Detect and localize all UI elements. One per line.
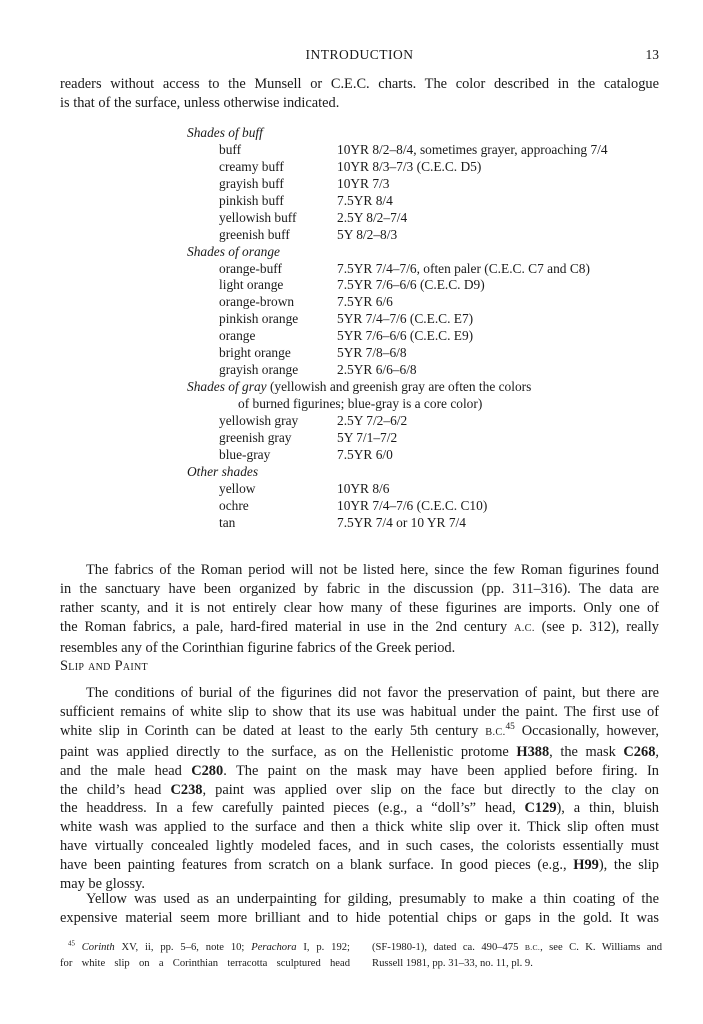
color-row (187, 210, 667, 227)
text-run: white slip in Corinth can be dated at least to the early 5th century (60, 722, 486, 739)
text-run: ), the slip (598, 857, 659, 874)
color-name: grayish buff (219, 175, 284, 191)
text-line: in the sanctuary have been organized by fabric in the discussion (pp. 311–316). The data are (60, 580, 659, 597)
catalogue-ref: H388 (516, 743, 550, 760)
footnote-ref: 45 (505, 722, 515, 733)
color-name: orange (219, 328, 256, 344)
text-run: , paint was applied over slip on the face but directly to the clay on (202, 781, 659, 798)
text-line (60, 722, 659, 743)
footnote-line: Russell 1981, pp. 31–33, no. 11, pl. 9. (372, 957, 533, 969)
page-number: 13 (645, 47, 659, 62)
color-name: orange-brown (219, 294, 295, 310)
text-run: ), a thin, bluish (556, 800, 659, 817)
text-line: rather scanty, and it is not entirely clear how many of these figurines are imports. Only one of (60, 599, 659, 616)
color-name: yellowish buff (219, 209, 297, 225)
text-line: have virtually concealed lightly modeled faces, and in such cases, the colorists essentially must (60, 838, 659, 855)
color-row (187, 277, 667, 294)
text-run: Occasionally, however, (514, 722, 660, 739)
color-code: 5YR 7/8–6/8 (337, 345, 407, 361)
text-line: resembles any of the Corinthian figurine fabrics of the Greek period. (60, 639, 456, 656)
color-code: 7.5YR 6/0 (337, 446, 393, 462)
footnote-right-column (372, 940, 662, 971)
catalogue-ref: C268 (623, 743, 656, 760)
color-code: 7.5YR 7/4–7/6, often paler (C.E.C. C7 and C8) (337, 260, 590, 276)
catalogue-ref: C238 (170, 781, 203, 798)
color-row (187, 345, 667, 362)
text-line (60, 781, 659, 800)
text-line (60, 762, 659, 781)
color-code: 7.5YR 7/6–6/6 (C.E.C. D9) (337, 277, 485, 293)
color-row (187, 159, 667, 176)
running-title: INTRODUCTION (305, 47, 414, 62)
text-line (60, 618, 659, 639)
text-line: may be glossy. (60, 876, 146, 893)
text-line: Yellow was used as an underpainting for gilding, presumably to make a thin coating of the (86, 891, 659, 907)
text-run: . The paint on the mask may have been applied before firing. In (223, 762, 659, 779)
text-run: have been painting features from scratch on a blank surface. In good pieces (e.g., (60, 857, 574, 874)
color-code: 10YR 8/3–7/3 (C.E.C. D5) (337, 158, 482, 174)
color-row (187, 294, 667, 311)
color-code: 7.5YR 7/4 or 10 YR 7/4 (337, 514, 466, 530)
text-line (60, 799, 659, 818)
color-code: 10YR 7/4–7/6 (C.E.C. C10) (337, 497, 488, 513)
slip-paragraph (60, 684, 659, 894)
color-row (187, 176, 667, 193)
color-code: 2.5Y 8/2–7/4 (337, 209, 408, 225)
group-label-continuation: of burned figurines; blue-gray is a core color) (238, 396, 483, 411)
era-abbrev: B.C. (485, 726, 506, 738)
running-header (60, 47, 659, 65)
text-line: readers without access to the Munsell or C.E.C. charts. The color described in the catalogue (60, 76, 659, 92)
color-name: grayish orange (219, 362, 299, 378)
intro-paragraph (60, 75, 659, 113)
text-run: paint was applied directly to the surface, as on the Hellenistic protome (60, 743, 517, 760)
color-code: 7.5YR 6/6 (337, 294, 393, 310)
footnote-number: 45 (68, 940, 75, 948)
color-code: 2.5YR 6/6–6/8 (337, 362, 417, 378)
text-line: The conditions of burial of the figurines did not favor the preservation of paint, but there are (86, 685, 659, 701)
text-run: the child’s head (60, 781, 171, 798)
color-row (187, 481, 667, 498)
color-row (187, 142, 667, 159)
color-code: 5YR 7/4–7/6 (C.E.C. E7) (337, 311, 474, 327)
color-name: yellowish gray (219, 412, 299, 428)
catalogue-ref: C129 (524, 800, 557, 817)
color-code: 10YR 8/6 (337, 480, 390, 496)
color-row (187, 227, 667, 244)
color-row (187, 515, 667, 532)
catalogue-ref: H99 (573, 857, 599, 874)
text-run: I, p. 192; (296, 942, 350, 953)
group-label: Shades of buff (187, 125, 263, 140)
text-run: Corinth (74, 942, 115, 953)
color-catalogue (187, 125, 667, 532)
text-run: , see C. K. Williams and (540, 942, 662, 953)
color-name: buff (219, 141, 242, 157)
yellow-paragraph (60, 890, 659, 928)
color-code: 5YR 7/6–6/6 (C.E.C. E9) (337, 328, 474, 344)
section-heading: Slip and Paint (60, 658, 148, 674)
footnote-line (60, 940, 350, 956)
text-run: the Roman fabrics, a pale, hard-fired material in use in the 2nd century (60, 618, 514, 635)
text-run: , the mask (549, 743, 624, 760)
text-run: the headdress. In a few carefully painted pieces (e.g., a “doll’s” head, (60, 800, 525, 817)
footnote-line: for white slip on a Corinthian terracotta sculptured head (60, 957, 350, 969)
text-line (60, 743, 659, 762)
color-name: bright orange (219, 345, 291, 361)
color-row (187, 498, 667, 515)
color-name: blue-gray (219, 446, 271, 462)
text-run: (SF-1980-1), dated ca. 490–475 (372, 942, 525, 953)
footnote-line (372, 940, 662, 956)
text-line: is that of the surface, unless otherwise indicated. (60, 94, 340, 111)
text-line: white wash was applied to the surface and then a thick white slip over it. Thick slip often must (60, 819, 659, 836)
color-name: light orange (219, 277, 284, 293)
text-run: , (655, 743, 659, 760)
text-line: sufficient remains of white slip to show that its use was habitual under the paint. The first use of (60, 703, 659, 720)
color-row (187, 430, 667, 447)
color-name: greenish buff (219, 226, 290, 242)
text-line: expensive material seem more brilliant and to hide potential chips or gaps in the gold. It was (60, 909, 659, 926)
color-code: 5Y 8/2–8/3 (337, 226, 398, 242)
color-code: 2.5Y 7/2–6/2 (337, 412, 408, 428)
roman-fabrics-paragraph (60, 561, 659, 658)
group-label: Other shades (187, 463, 259, 479)
era-abbrev: B.C. (524, 943, 541, 952)
color-name: creamy buff (219, 158, 284, 174)
text-run: (see p. 312), really (534, 618, 659, 635)
color-name: yellow (219, 480, 256, 496)
color-code: 10YR 7/3 (337, 175, 390, 191)
color-name: greenish gray (219, 429, 292, 445)
color-name: ochre (219, 497, 249, 513)
group-label-italic: Shades of gray (187, 379, 267, 395)
color-name: orange-buff (219, 260, 282, 276)
color-row (187, 193, 667, 210)
text-run: Perachora (251, 942, 297, 953)
color-row (187, 362, 667, 379)
color-code: 10YR 8/2–8/4, sometimes grayer, approaching 7/4 (337, 141, 608, 157)
color-row (187, 311, 667, 328)
era-abbrev: A.C. (513, 622, 535, 634)
group-label: Shades of orange (187, 243, 280, 259)
text-line (60, 856, 659, 875)
text-run: and the male head (60, 762, 192, 779)
color-row (187, 328, 667, 345)
color-name: pinkish buff (219, 192, 284, 208)
group-label-note: (yellowish and greenish gray are often the colors (266, 379, 532, 395)
text-line: The fabrics of the Roman period will not be listed here, since the few Roman figurines found (86, 562, 659, 578)
color-code: 5Y 7/1–7/2 (337, 429, 398, 445)
color-row (187, 447, 667, 464)
color-row (187, 261, 667, 278)
group-label (187, 379, 667, 396)
color-name: tan (219, 514, 236, 530)
footnote-left-column (60, 940, 350, 971)
text-run: XV, ii, pp. 5–6, note 10; (114, 942, 252, 953)
color-code: 7.5YR 8/4 (337, 192, 393, 208)
catalogue-ref: C280 (191, 762, 224, 779)
color-row (187, 413, 667, 430)
color-name: pinkish orange (219, 311, 299, 327)
